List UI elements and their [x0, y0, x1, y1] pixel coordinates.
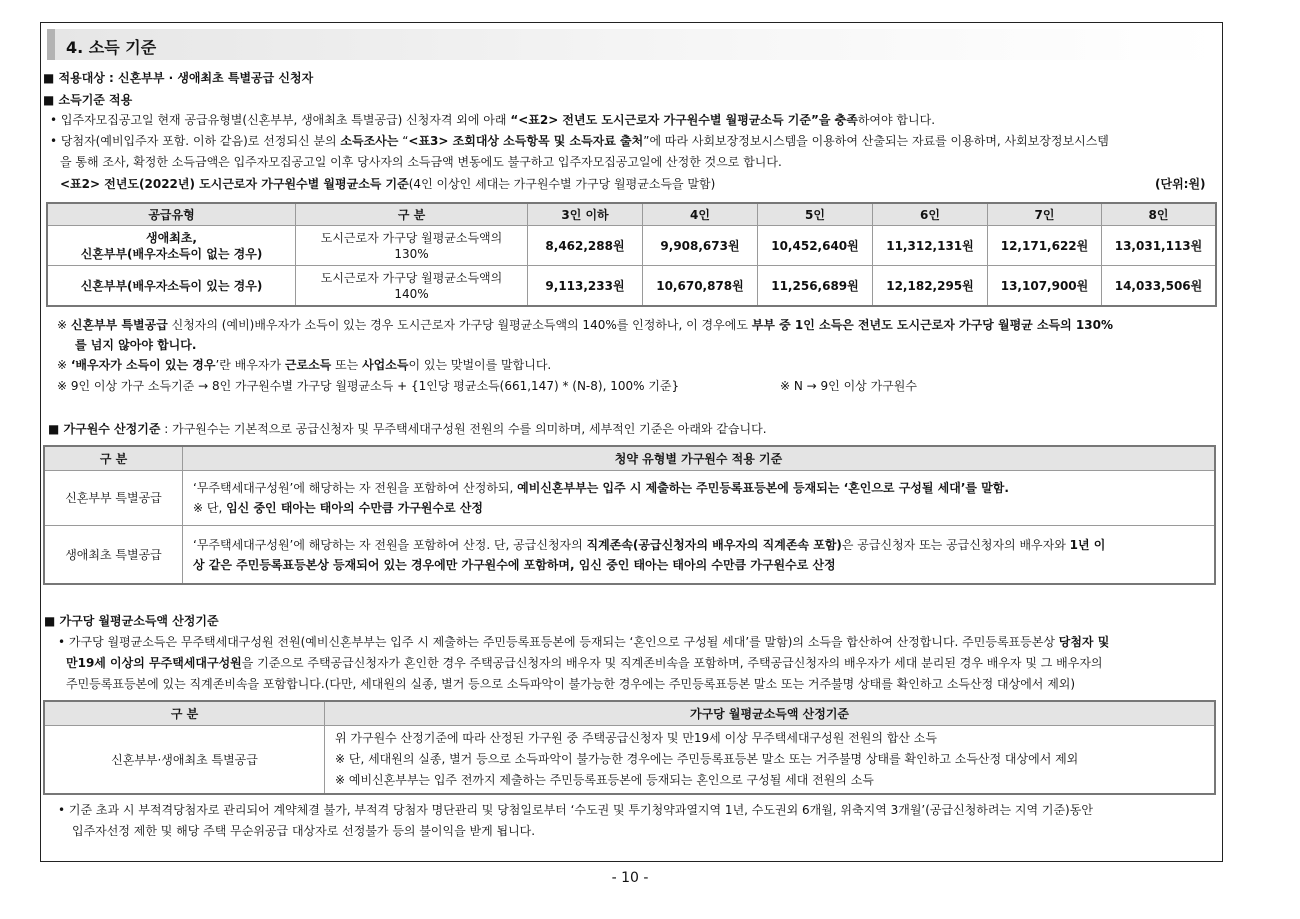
- col-header: 3인 이하: [528, 204, 643, 226]
- apply-target: ■ 적용대상 : 신혼부부 · 생애최초 특별공급 신청자: [43, 71, 314, 85]
- note-3-tail: ※ N → 9인 이상 가구원수: [780, 379, 917, 393]
- division-cell: 도시근로자 가구당 월평균소득액의 140%: [296, 266, 528, 306]
- household-heading: ■ 가구원수 산정기준 : 가구원수는 기본적으로 공급신청자 및 무주택세대구성원 전원의 수를 의미하며, 세부적인 기준은 아래와 같습니다.: [48, 422, 767, 436]
- apply-bullet-1: • 입주자모집공고일 현재 공급유형별(신혼부부, 생애최초 특별공급) 신청자격 외에 아래 “<표2> 전년도 도시근로자 가구원수별 월평균소득 기준”을 충족하여야 합니다.: [50, 113, 936, 127]
- value-cell: 11,312,131원: [873, 226, 988, 266]
- col-header: 구 분: [296, 204, 528, 226]
- apply-bullet-2: • 당첨자(예비입주자 포함. 이하 같음)로 선정되신 분의 소득조사는 “<표3> 조회대상 소득항목 및 소득자료 출처”에 따라 사회보장정보시스템을 이용하여 산출되는 자료를 이용하며, 사회보장정보시스템: [50, 134, 1109, 148]
- unit-label: (단위:원): [1155, 177, 1206, 191]
- col-header: 6인: [873, 204, 988, 226]
- avg-income-heading: ■ 가구당 월평균소득액 산정기준: [44, 614, 219, 628]
- final-bullet: • 기준 초과 시 부적격당첨자로 관리되어 계약체결 불가, 부적격 당첨자 명단관리 및 당첨일로부터 ‘수도권 및 투기청약과열지역 1년, 수도권외 6개월, 위축지역 3개월’(공급신청하려는 지역 기준)동안: [58, 803, 1093, 817]
- value-cell: 12,182,295원: [873, 266, 988, 306]
- row-content: 위 가구원수 산정기준에 따라 산정된 가구원 중 주택공급신청자 및 만19세 이상 무주택세대구성원 전원의 합산 소득 ※ 단, 세대원의 실종, 별거 등으로 소득파악이 불가능한 경우에는 주민등록표등본 말소 또는 거주불명 상태를 확인하고 소득산정 대상에서 제외 ※ 예비신혼부부는 입주 전까지 제출하는 주민등록표등본에 등재되는 혼인으로 구성될 세대 전원의 소득: [325, 726, 1215, 794]
- value-cell: 9,908,673원: [643, 226, 758, 266]
- row-content: ‘무주택세대구성원’에 해당하는 자 전원을 포함하여 산정하되, 예비신혼부부는 입주 시 제출하는 주민등록표등본에 등재되는 ‘혼인으로 구성될 세대’를 말함. ※ 단, 임신 중인 태아는 태아의 수만큼 가구원수로 산정: [183, 471, 1215, 526]
- division-cell: 도시근로자 가구당 월평균소득액의 130%: [296, 226, 528, 266]
- value-cell: 13,031,113원: [1102, 226, 1216, 266]
- col-header: 가구당 월평균소득액 산정기준: [325, 702, 1215, 726]
- supply-type-cell: 생애최초, 신혼부부(배우자소득이 없는 경우): [48, 226, 296, 266]
- col-header: 7인: [988, 204, 1102, 226]
- col-header: 5인: [758, 204, 873, 226]
- table-row: [45, 726, 1215, 794]
- household-header-row: [45, 447, 1215, 471]
- value-cell: 14,033,506원: [1102, 266, 1216, 306]
- table-row: [45, 471, 1215, 526]
- note-2: ※ ‘배우자가 소득이 있는 경우’란 배우자가 근로소득 또는 사업소득이 있는 맞벌이를 말합니다.: [57, 358, 552, 372]
- final-bullet-line2: 입주자선정 제한 및 해당 주택 무순위공급 대상자로 선정불가 등의 불이익을 받게 됩니다.: [72, 824, 536, 838]
- household-table: [44, 446, 1215, 584]
- col-header: 공급유형: [48, 204, 296, 226]
- value-cell: 10,670,878원: [643, 266, 758, 306]
- col-header: 4인: [643, 204, 758, 226]
- avg-income-para-1: • 가구당 월평균소득은 무주택세대구성원 전원(예비신혼부부는 입주 시 제출하는 주민등록표등본에 등재되는 ‘혼인으로 구성될 세대’를 말함)의 소득을 합산하여 산정합니다. 주민등록표등본상 당첨자 및: [58, 635, 1110, 649]
- table-row: [48, 226, 1216, 266]
- title-accent-bar: [47, 29, 55, 60]
- income-table-header-row: [48, 204, 1216, 226]
- value-cell: 11,256,689원: [758, 266, 873, 306]
- value-cell: 10,452,640원: [758, 226, 873, 266]
- col-header: 8인: [1102, 204, 1216, 226]
- note-1-line2: 를 넘지 않아야 합니다.: [75, 338, 197, 352]
- note-3: ※ 9인 이상 가구 소득기준 → 8인 가구원수별 가구당 월평균소득 + {1인당 평균소득(661,147) * (N-8), 100% 기준}: [57, 379, 680, 393]
- row-content: ‘무주택세대구성원’에 해당하는 자 전원을 포함하여 산정. 단, 공급신청자의 직계존속(공급신청자의 배우자의 직계존속 포함)은 공급신청자 또는 공급신청자의 배우자와 1년 이 상 같은 주민등록표등본상 등재되어 있는 경우에만 가구원수에 포함하며, 임신 중인 태아는 태아의 수만큼 가구원수로 산정: [183, 526, 1215, 584]
- supply-type-cell: 신혼부부(배우자소득이 있는 경우): [48, 266, 296, 306]
- income-standard-table: [47, 203, 1216, 306]
- page-number: - 10 -: [611, 870, 649, 886]
- note-1: ※ 신혼부부 특별공급 신청자의 (예비)배우자가 소득이 있는 경우 도시근로자 가구당 월평균소득액의 140%를 인정하나, 이 경우에도 부부 중 1인 소득은 전년도 도시근로자 가구당 월평균 소득의 130%: [57, 318, 1113, 332]
- value-cell: 9,113,233원: [528, 266, 643, 306]
- col-header: 구 분: [45, 447, 183, 471]
- avg-income-para-2: 만19세 이상의 무주택세대구성원을 기준으로 주택공급신청자가 혼인한 경우 주택공급신청자의 배우자 및 직계존비속을 포함하며, 주택공급신청자의 배우자가 세대 분리된 경우 배우자 및 그 배우자의: [66, 656, 1103, 670]
- avg-income-header-row: [45, 702, 1215, 726]
- row-label: 신혼부부 특별공급: [45, 471, 183, 526]
- table-caption: <표2> 전년도(2022년) 도시근로자 가구원수별 월평균소득 기준(4인 이상인 세대는 가구원수별 가구당 월평균소득을 말함): [60, 177, 716, 191]
- section-title-bar: [47, 29, 1219, 60]
- income-standard-heading: ■ 소득기준 적용: [43, 93, 133, 107]
- row-label: 생애최초 특별공급: [45, 526, 183, 584]
- col-header: 청약 유형별 가구원수 적용 기준: [183, 447, 1215, 471]
- apply-bullet-2-line2: 을 통해 조사, 확정한 소득금액은 입주자모집공고일 이후 당사자의 소득금액 변동에도 불구하고 입주자모집공고일에 산정한 것으로 합니다.: [60, 155, 782, 169]
- section-title: 4. 소득 기준: [66, 38, 157, 57]
- row-label: 신혼부부·생애최초 특별공급: [45, 726, 325, 794]
- value-cell: 8,462,288원: [528, 226, 643, 266]
- avg-income-table: [44, 701, 1215, 794]
- table-row: [48, 266, 1216, 306]
- table-row: [45, 526, 1215, 584]
- avg-income-para-3: 주민등록표등본에 있는 직계존비속을 포함합니다.(다만, 세대원의 실종, 별거 등으로 소득파악이 불가능한 경우에는 주민등록표등본 말소 또는 거주불명 상태를 확인하고 소득산정 대상에서 제외): [66, 677, 1076, 691]
- col-header: 구 분: [45, 702, 325, 726]
- value-cell: 13,107,900원: [988, 266, 1102, 306]
- value-cell: 12,171,622원: [988, 226, 1102, 266]
